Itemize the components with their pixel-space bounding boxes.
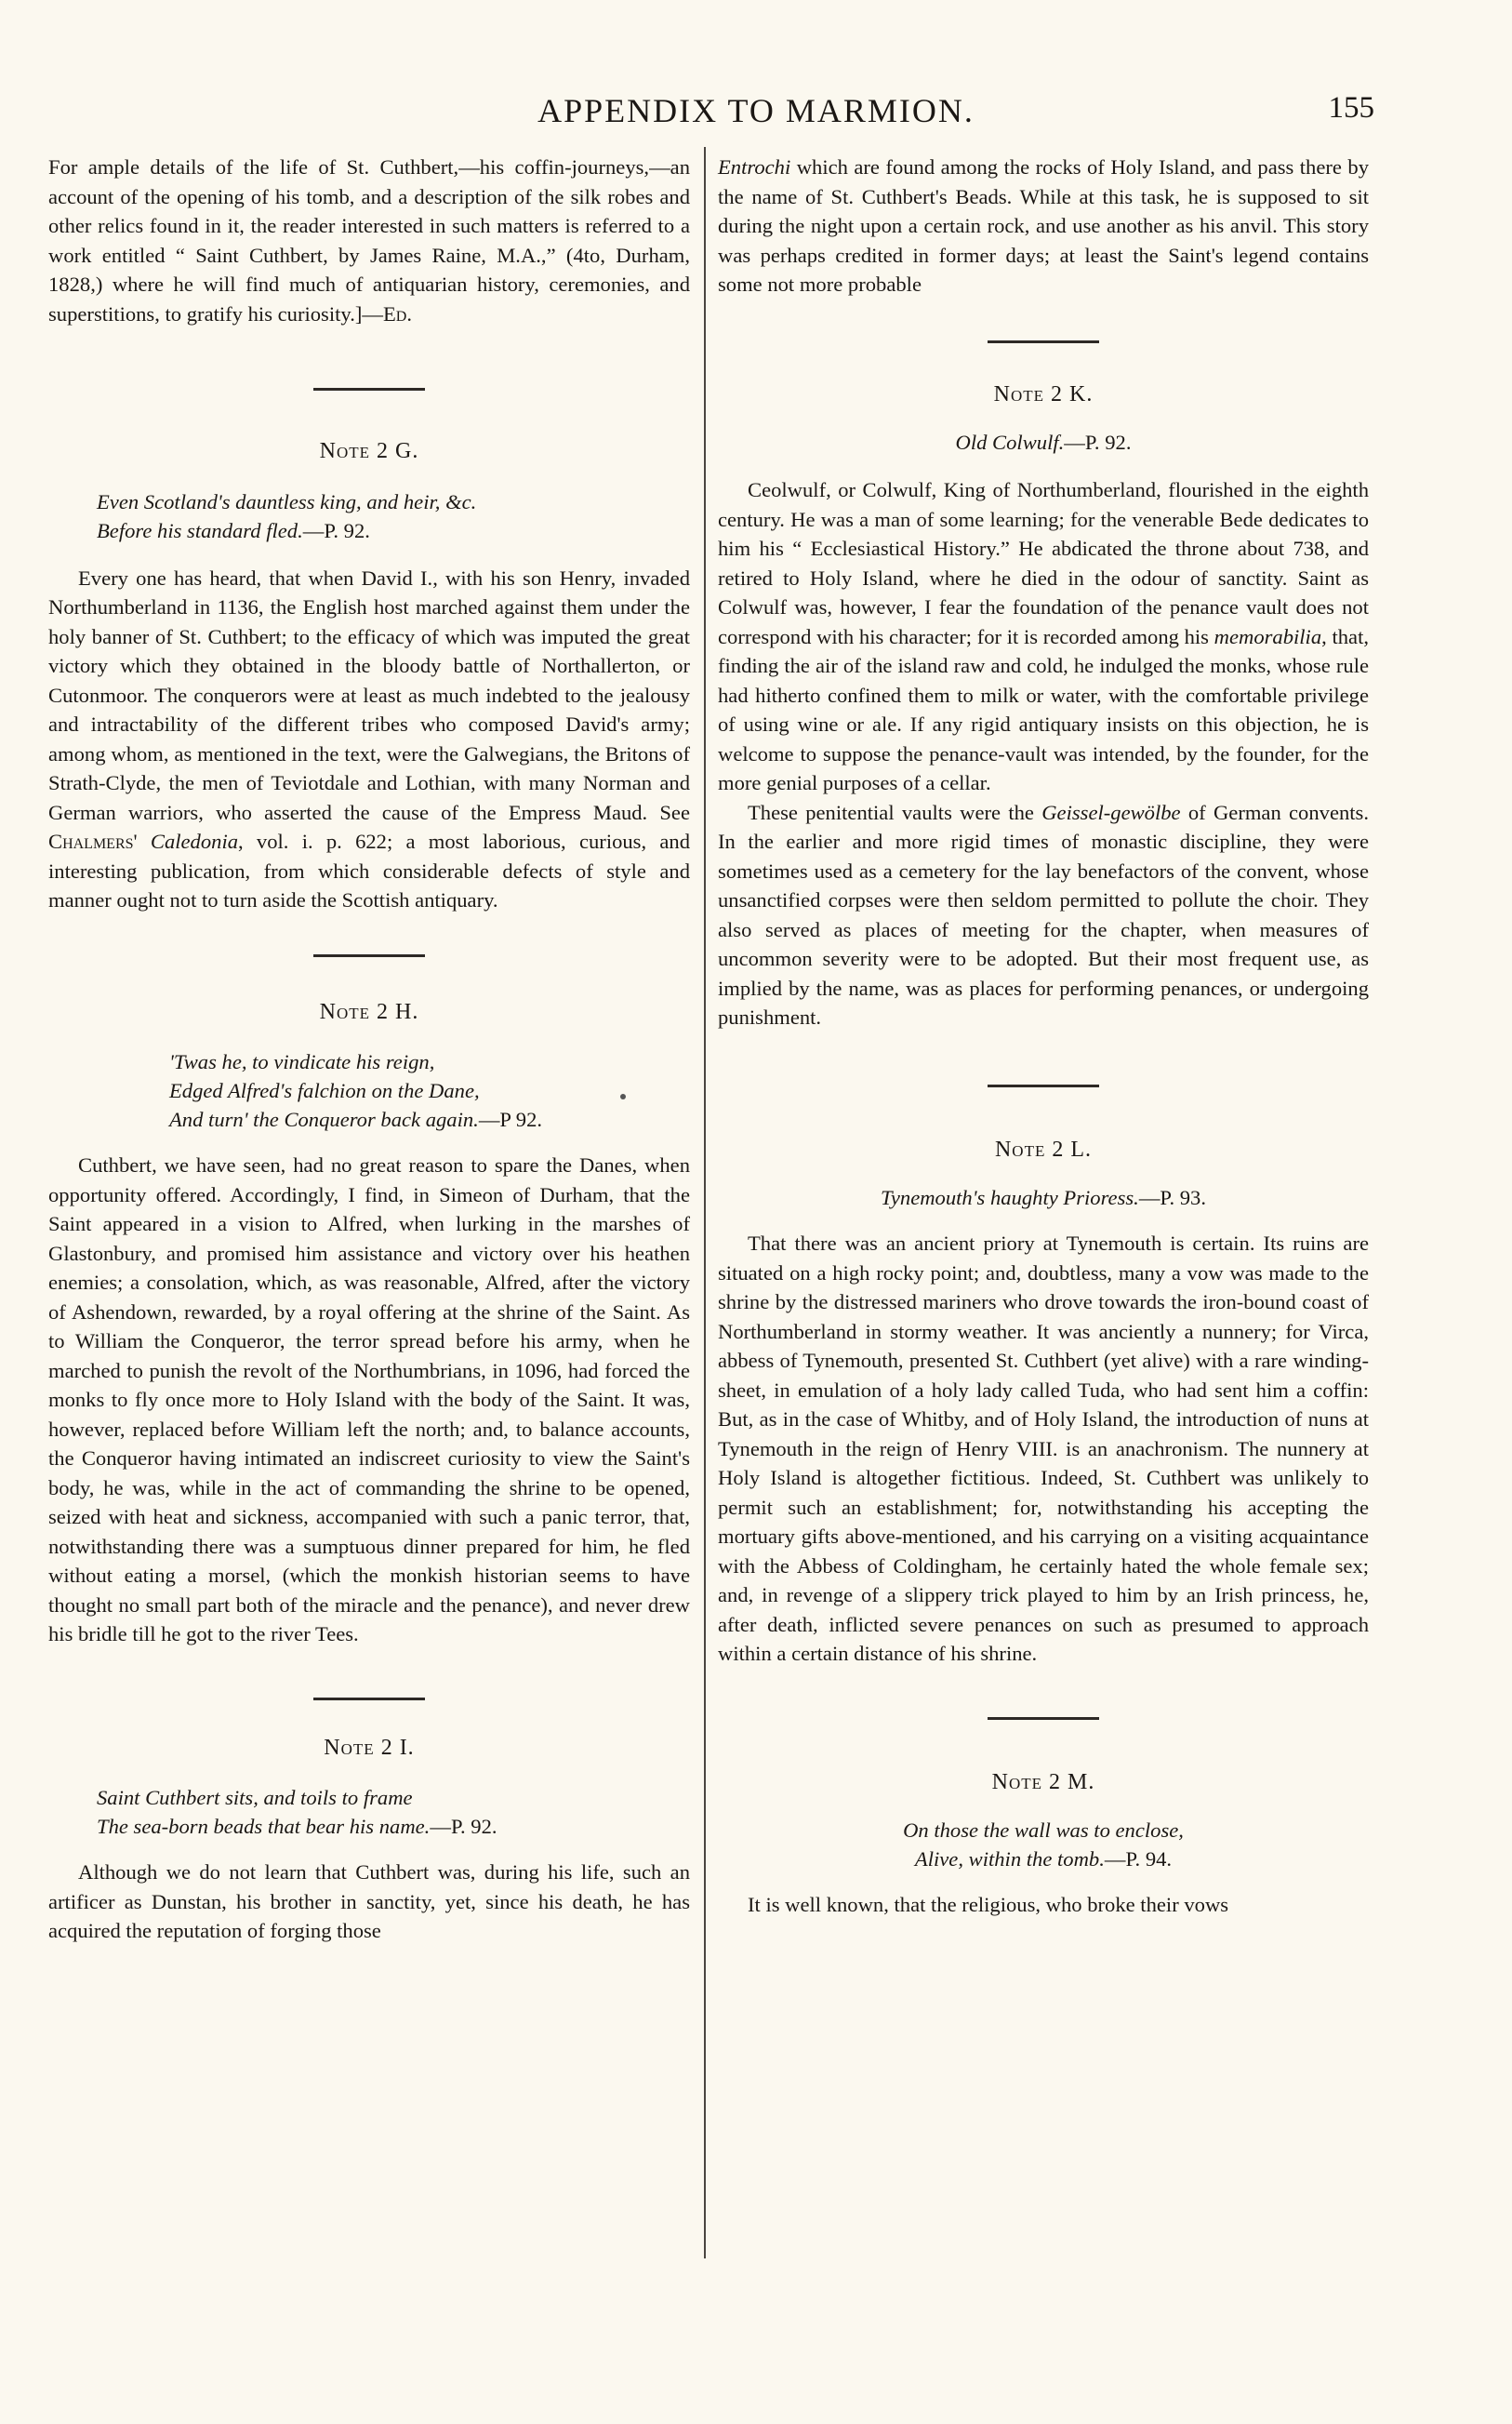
note-2l-citation xyxy=(718,1183,1369,1212)
citation-ref: —P. 92. xyxy=(302,518,370,542)
note-2k-citation xyxy=(718,428,1369,457)
paragraph-text: , vol. i. p. 622; a most laborious, curious, and interesting publication, from which considerable defects of style and manner ought not to turn aside the Scottish antiquary. xyxy=(48,830,691,912)
note-2m-citation xyxy=(718,1816,1369,1873)
editor-mark: Ed. xyxy=(383,301,413,326)
citation-line: Saint Cuthbert sits, and toils to frame xyxy=(97,1786,413,1809)
paragraph-text: Every one has heard, that when David I., with his son Henry, invaded Northumberland in 1136, the English host marched against them under the holy banner of St. Cuthbert; to the efficacy of which was imputed the great victory which they obtained in the bloody battle of Northallerton, or Cutonmoor. The conquerors were at least as much indebted to the jealousy and intractability of the different tribes who composed David's army; among whom, as mentioned in the text, were the Galwegians, the Britons of Strath-Clyde, the men of Teviotdale and Lothian, with many Norman and German warriors, who asserted the cause of the Empress Maud. See xyxy=(48,566,690,824)
italic-term: Entrochi xyxy=(718,155,791,179)
note-2i-title xyxy=(48,1734,690,1764)
note-2h-title xyxy=(48,998,690,1028)
left-column xyxy=(48,153,690,1946)
note-label: Note xyxy=(991,1769,1043,1794)
note-2m-title xyxy=(718,1768,1369,1798)
note-2i-paragraph: Although we do not learn that Cuthbert was, during his life, such an artificer as Dunstan, his brother in sanctity, yet, since his death, he has acquired the reputation of forging those xyxy=(48,1860,690,1942)
paragraph-text: These penitential vaults were the xyxy=(748,800,1042,824)
italic-term: Geissel-gewölbe xyxy=(1041,800,1181,824)
note-2h-citation xyxy=(48,1047,690,1134)
page-header xyxy=(0,91,1512,138)
continued-paragraph xyxy=(718,153,1369,300)
italic-term: memorabilia xyxy=(1214,624,1322,648)
note-2h-paragraph: Cuthbert, we have seen, had no great reason to spare the Danes, when opportunity offered. Accordingly, I find, in Simeon of Durham, that the Saint appeared in a vision to Alfred, when lurking in the marshes of Glastonbury, and promised him assistance and victory over his heathen enemies; a consolation, which, as was reasonable, Alfred, after the victory of Ashendown, rewarded, by a royal offering at the shrine of the Saint. As to William the Conqueror, the terror spread before his army, when he marched to punish the revolt of the Northumbrians, in 1096, had forced the monks to fly once more to Holy Island with the body of the Saint. It was, however, replaced before William left the north; and, to balance accounts, the Conqueror having intimated an indiscreet curiosity to view the Saint's body, he was, while in the act of commanding the shrine to be opened, seized with heat and sickness, accompanied with such a panic terror, that, notwithstanding there was a sumptuous dinner prepared for him, he fled without eating a morsel, (which the monkish historian seems to have thought no small part both of the miracle and the penance), and never drew his bridle till he got to the river Tees. xyxy=(48,1153,690,1645)
note-2g-paragraph xyxy=(48,564,690,915)
citation-line: Old Colwulf. xyxy=(955,431,1065,454)
page-number: 155 xyxy=(1328,91,1374,125)
paragraph-text: Ceolwulf, or Colwulf, King of Northumberland, flourished in the eighth century. He was a man of some learning; for the venerable Bede dedicates to him his “ Ecclesiastical History.” He abdicated the throne about 738, and retired to Holy Island, where he died in the odour of sanctity. Saint as Colwulf was, however, I fear the foundation of the penance vault does not correspond with his character; for it is recorded among his xyxy=(718,478,1369,648)
author-name: Chalmers' xyxy=(48,830,138,853)
note-2k-paragraph-2 xyxy=(718,798,1369,1032)
note-number: 2 K. xyxy=(1044,381,1094,406)
note-label: Note xyxy=(994,1137,1046,1162)
running-head: APPENDIX TO MARMION. xyxy=(537,92,975,129)
citation-line: On those the wall was to enclose, xyxy=(903,1818,1184,1842)
note-number: 2 I. xyxy=(374,1735,415,1760)
citation-ref: —P 92. xyxy=(478,1108,543,1131)
note-label: Note xyxy=(993,381,1045,406)
note-2l-title xyxy=(718,1136,1369,1165)
note-2l-paragraph: That there was an ancient priory at Tynemouth is certain. Its ruins are situated on a high rocky point; and, doubtless, many a vow was made to the shrine by the distressed mariners who drove towards the iron-bound coast of Northumberland in stormy weather. It was anciently a nunnery; for Virca, abbess of Tynemouth, presented St. Cuthbert (yet alive) with a rare winding-sheet, in emulation of a holy lady called Tuda, who had sent him a coffin: But, as in the case of Whitby, and of Holy Island, the introduction of nuns at Tynemouth in the reign of Henry VIII. is an anachronism. The nunnery at Holy Island is altogether fictitious. Indeed, St. Cuthbert was unlikely to permit such an establishment; for, notwithstanding his accepting the mortuary gifts above-mentioned, and his carrying on a visiting acquaintance with the Abbess of Coldingham, he certainly hated the whole female sex; and, in revenge of a slippery trick played to him by an Irish princess, he, after death, inflicted severe penances on such as presumed to approach within a certain distance of his shrine. xyxy=(718,1232,1369,1665)
note-2i-citation xyxy=(48,1783,690,1841)
intro-text: For ample details of the life of St. Cuthbert,—his coffin-journeys,—an account of the opening of his tomb, and a description of the silk robes and other relics found in it, the reader interested in such matters is referred to a work entitled “ Saint Cuthbert, by James Raine, M.A.,” (4to, Durham, 1828,) where he will find much of antiquarian history, ceremonies, and superstitions, to gratify his curiosity.]— xyxy=(48,155,690,326)
note-number: 2 L. xyxy=(1045,1137,1093,1162)
citation-ref: —P. 93. xyxy=(1138,1186,1207,1209)
citation-ref: —P. 94. xyxy=(1104,1847,1173,1871)
paragraph-text: which are found among the rocks of Holy Island, and pass there by the name of St. Cuthbert's Beads. While at this task, he is supposed to sit during the night upon a certain rock, and use another as his anvil. This story was perhaps credited in former days; at least the Saint's legend contains some not more probable xyxy=(718,155,1369,296)
note-2m-paragraph: It is well known, that the religious, who broke their vows xyxy=(748,1893,1229,1916)
citation-line: Edged Alfred's falchion on the Dane, xyxy=(169,1079,480,1102)
note-2k-title xyxy=(718,380,1369,410)
note-2g-title xyxy=(48,437,690,467)
note-label: Note xyxy=(319,439,371,463)
note-2k-paragraph-1 xyxy=(718,475,1369,798)
citation-line: 'Twas he, to vindicate his reign, xyxy=(169,1050,435,1073)
citation-line: Before his standard fled. xyxy=(97,518,303,542)
note-number: 2 G. xyxy=(370,439,419,463)
citation-line: The sea-born beads that bear his name. xyxy=(97,1815,431,1838)
citation-ref: —P. 92. xyxy=(430,1815,497,1838)
paragraph-text: , that, finding the air of the island raw and cold, he indulged the monks, whose rule had hitherto confined them to milk or water, with the comfortable privilege of using wine or ale. If any rigid antiquary insists on this objection, he is welcome to suppose the penance-vault was intended, by the founder, for the more genial purposes of a cellar. xyxy=(718,624,1370,794)
note-label: Note xyxy=(324,1735,375,1760)
citation-line: Even Scotland's dauntless king, and heir, &c. xyxy=(97,489,477,513)
note-2g-citation xyxy=(48,487,690,545)
column-divider xyxy=(704,147,706,2258)
citation-ref: —P. 92. xyxy=(1064,431,1132,454)
paragraph-text: of German convents. In the earlier and more rigid times of monastic discipline, they were sometimes used as a cemetery for the lay benefactors of the convent, whose unsanctified corpses were then seldom permitted to pollute the choir. They also served as places of meeting for the chapter, when measures of uncommon severity were to be adopted. But their most frequent use, as implied by the name, was as places for performing penances, or undergoing punishment. xyxy=(718,800,1369,1029)
citation-line: And turn' the Conqueror back again. xyxy=(169,1108,479,1131)
note-number: 2 M. xyxy=(1042,1769,1095,1794)
citation-line: Tynemouth's haughty Prioress. xyxy=(880,1186,1139,1209)
work-title: Caledonia xyxy=(150,830,239,853)
note-label: Note xyxy=(319,999,371,1024)
intro-paragraph xyxy=(48,153,690,328)
note-number: 2 H. xyxy=(370,999,419,1024)
citation-line: Alive, within the tomb. xyxy=(914,1847,1105,1871)
right-column xyxy=(718,153,1369,1920)
